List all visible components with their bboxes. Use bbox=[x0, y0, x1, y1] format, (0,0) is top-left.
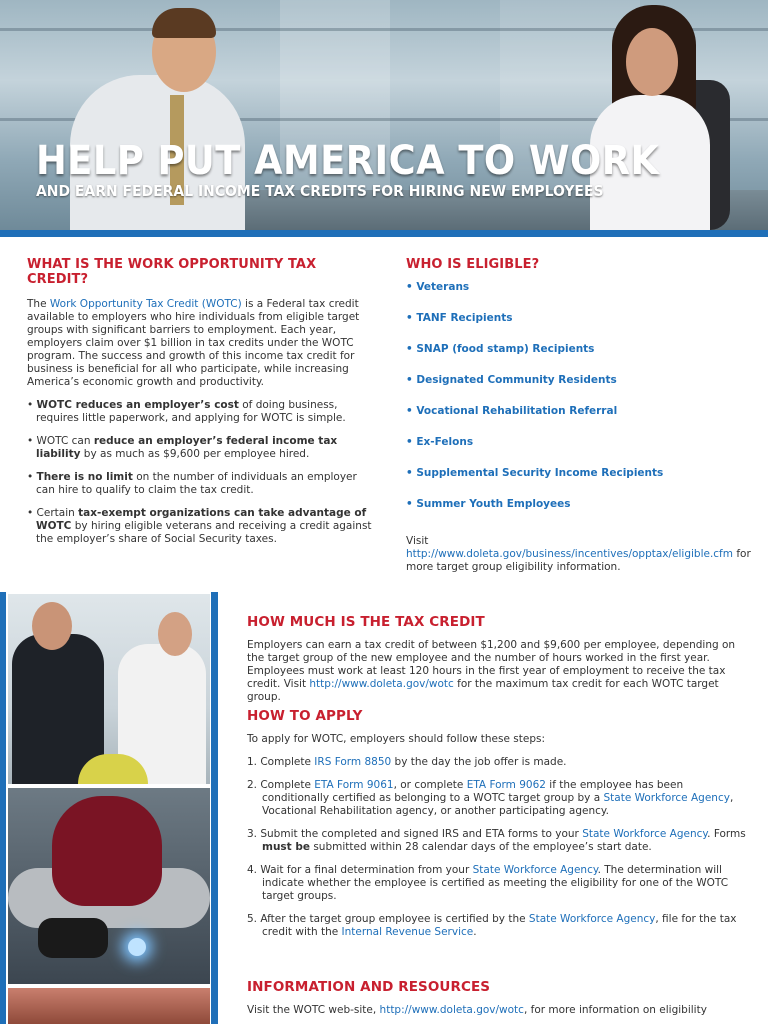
benefit-bullet: • There is no limit on the number of individuals an employer can hire to qualify to claim the tax credit. bbox=[27, 471, 357, 496]
text: , file for the tax credit with the bbox=[262, 913, 737, 938]
wotc-link[interactable]: Work Opportunity Tax Credit (WOTC) bbox=[49, 298, 242, 310]
welding-spark bbox=[128, 938, 146, 956]
eligible-group-item: • Summer Youth Employees bbox=[406, 498, 571, 510]
welding-helmet bbox=[52, 796, 162, 906]
text: for the maximum tax credit for each WOTC target group. bbox=[247, 678, 719, 703]
state-workforce-agency-link[interactable]: State Workforce Agency bbox=[603, 792, 730, 804]
text: 4. Wait for a final determination from your bbox=[247, 864, 473, 876]
tax-credit-section bbox=[247, 614, 747, 704]
tax-credit-paragraph bbox=[247, 639, 747, 704]
state-workforce-agency-link[interactable]: State Workforce Agency bbox=[528, 913, 656, 925]
divider-bar bbox=[0, 230, 768, 237]
text: for more target group eligibility information. bbox=[406, 548, 751, 573]
text: Visit the WOTC web-site, bbox=[247, 1004, 380, 1016]
businessman-hair bbox=[152, 8, 216, 38]
apply-intro: To apply for WOTC, employers should follow these steps: bbox=[247, 733, 545, 745]
text: , or complete bbox=[393, 779, 467, 791]
photo-strip bbox=[0, 592, 220, 1024]
irs-link[interactable]: Internal Revenue Service bbox=[341, 926, 474, 938]
text: 2. Complete bbox=[247, 779, 315, 791]
person-head bbox=[32, 602, 72, 650]
section-heading: HOW TO APPLY bbox=[247, 708, 363, 724]
eta-form-9061-link[interactable]: ETA Form 9061 bbox=[314, 779, 394, 791]
irs-form-8850-link[interactable]: IRS Form 8850 bbox=[314, 756, 392, 768]
text: of doing business, requires little paperwork, and applying for WOTC is simple. bbox=[36, 399, 346, 424]
text: on the number of individuals an employer can hire to qualify to claim the tax credit. bbox=[36, 471, 357, 496]
text: , Vocational Rehabilitation agency, or another participating agency. bbox=[262, 792, 734, 817]
text: Employers can earn a tax credit of between $1,200 and $9,600 per employee, depending on the target group of the new employee and the number of hours worked in the first year. Employees must work at least 120 hours in the first year of employment to receive the tax credit. Visit bbox=[247, 639, 736, 690]
eligibility-visit-text bbox=[406, 535, 756, 574]
text: , for more information on eligibility bbox=[523, 1004, 707, 1016]
bold-text: There is no limit bbox=[36, 471, 133, 483]
wotc-site-link[interactable]: http://www.doleta.gov/wotc bbox=[309, 678, 454, 690]
text: 1. Complete bbox=[247, 756, 315, 768]
welding-glove bbox=[38, 918, 108, 958]
person-head bbox=[158, 612, 192, 656]
text: is a Federal tax credit available to employers who hire individuals from eligible target groups with significant barriers to employment. Each year, employers claim over $1 billion in tax credits under the WOTC program. The success and growth of this income tax credit for business is beneficial for all who participate, while increasing America’s economic growth and productivity. bbox=[27, 298, 360, 388]
info-paragraph bbox=[247, 1004, 747, 1017]
hero-title: HELP PUT AMERICA TO WORK bbox=[36, 138, 660, 184]
blue-edge bbox=[0, 592, 6, 1024]
bold-text: tax-exempt organizations can take advantage of WOTC bbox=[36, 507, 367, 532]
section-heading: INFORMATION AND RESOURCES bbox=[247, 979, 491, 995]
eligible-group-item: • TANF Recipients bbox=[406, 312, 513, 324]
hero-banner bbox=[0, 0, 768, 230]
text: by as much as $9,600 per employee hired. bbox=[80, 448, 310, 460]
section-heading: HOW MUCH IS THE TAX CREDIT bbox=[247, 614, 485, 630]
information-section bbox=[247, 979, 747, 1017]
eligible-group-item: • Supplemental Security Income Recipients bbox=[406, 467, 664, 479]
text: The bbox=[27, 298, 50, 310]
text: . bbox=[473, 926, 477, 938]
wotc-site-link[interactable]: http://www.doleta.gov/wotc bbox=[379, 1004, 524, 1016]
bold-text: reduce an employer’s federal income tax liability bbox=[36, 435, 338, 460]
section-heading: WHO IS ELIGIBLE? bbox=[406, 257, 540, 272]
eligible-group-item: • SNAP (food stamp) Recipients bbox=[406, 343, 595, 355]
welder-photo bbox=[8, 788, 210, 984]
eligible-group-item: • Designated Community Residents bbox=[406, 374, 617, 386]
hero-subtitle: AND EARN FEDERAL INCOME TAX CREDITS FOR HIRING NEW EMPLOYEES bbox=[36, 182, 604, 200]
benefit-bullet: • WOTC reduces an employer’s cost of doing business, requires little paperwork, and applying for WOTC is simple. bbox=[27, 399, 346, 424]
eta-form-9062-link[interactable]: ETA Form 9062 bbox=[466, 779, 546, 791]
text: if the employee has been conditionally certified as belonging to a WOTC target group by a bbox=[262, 779, 684, 804]
text: WOTC can bbox=[36, 435, 94, 447]
wotc-overview-section bbox=[27, 257, 372, 546]
text: by the day the job offer is made. bbox=[391, 756, 567, 768]
benefit-bullet: • WOTC can reduce an employer’s federal income tax liability by as much as $9,600 per employee hired. bbox=[27, 435, 338, 460]
text: Certain bbox=[36, 507, 79, 519]
text: 3. Submit the completed and signed IRS and ETA forms to your bbox=[247, 828, 583, 840]
apply-step bbox=[247, 779, 747, 818]
state-workforce-agency-link[interactable]: State Workforce Agency bbox=[582, 828, 708, 840]
benefit-bullet: • Certain tax-exempt organizations can take advantage of WOTC by hiring eligible veterans and receiving a credit against the employer’s share of Social Security taxes. bbox=[27, 507, 372, 545]
text: . The determination will indicate whether the employee is certified as meeting the eligibility for one of the WOTC target groups. bbox=[262, 864, 729, 902]
text: 5. After the target group employee is certified by the bbox=[247, 913, 529, 925]
eligible-group-item: • Vocational Rehabilitation Referral bbox=[406, 405, 618, 417]
apply-step bbox=[247, 913, 747, 939]
blue-edge bbox=[211, 592, 218, 1024]
text: by hiring eligible veterans and receiving a credit against the employer’s share of Social Security taxes. bbox=[36, 520, 372, 545]
section-heading: WHAT IS THE WORK OPPORTUNITY TAX CREDIT? bbox=[27, 257, 317, 287]
bold-text: WOTC reduces an employer’s cost bbox=[36, 399, 239, 411]
intro-paragraph bbox=[27, 298, 372, 389]
apply-step bbox=[247, 756, 747, 769]
eligible-group-item: • Ex-Felons bbox=[406, 436, 474, 448]
eligibility-link[interactable]: http://www.doleta.gov/business/incentives/opptax/eligible.cfm bbox=[406, 548, 733, 560]
text: submitted within 28 calendar days of the employee’s start date. bbox=[309, 841, 652, 853]
eligibility-section bbox=[406, 257, 756, 574]
worker-photo bbox=[8, 988, 210, 1024]
eligible-group-item: • Veterans bbox=[406, 281, 470, 293]
bold-text: must be bbox=[262, 841, 310, 853]
businesswoman-face bbox=[626, 28, 678, 96]
text: . Forms bbox=[707, 828, 746, 840]
apply-step bbox=[247, 828, 747, 854]
handshake-photo bbox=[8, 594, 210, 784]
state-workforce-agency-link[interactable]: State Workforce Agency bbox=[472, 864, 598, 876]
text: Visit bbox=[406, 535, 429, 547]
how-to-apply-section bbox=[247, 708, 747, 939]
apply-step bbox=[247, 864, 747, 903]
